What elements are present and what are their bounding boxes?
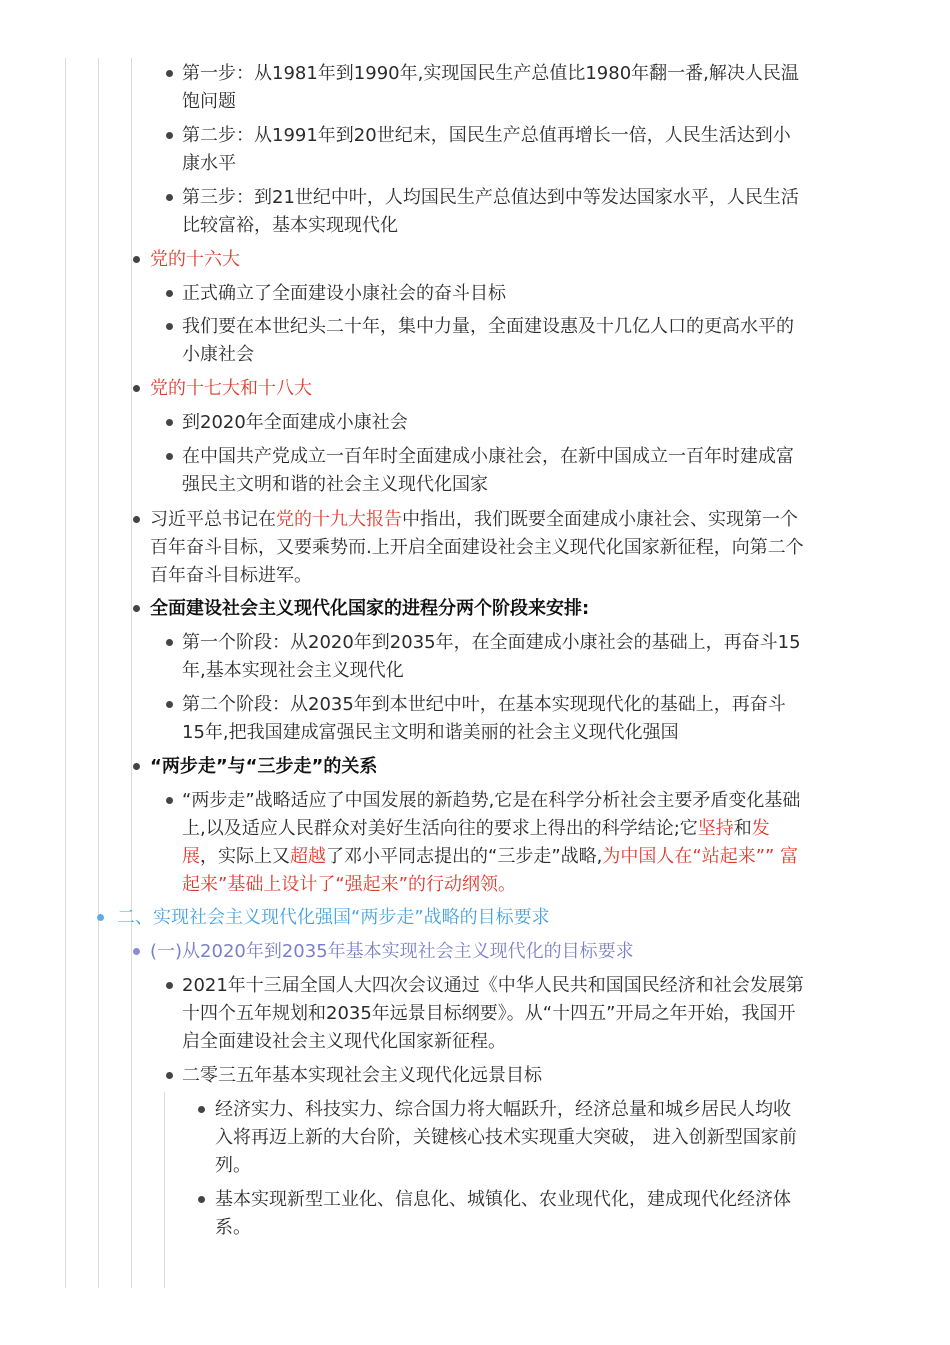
section2-title: 二、实现社会主义现代化强国“两步走”战略的目标要求 <box>117 907 550 928</box>
bullet <box>198 1106 205 1113</box>
bullet <box>133 605 140 612</box>
bullet <box>166 132 173 139</box>
bullet <box>166 639 173 646</box>
list-item <box>182 972 805 1056</box>
xi-report-prefix: 习近平总书记在 <box>150 509 276 530</box>
list-item <box>182 1062 805 1090</box>
guide-line-level1 <box>98 58 99 1288</box>
relation-red-2: 发展 <box>182 818 770 867</box>
section2-heading <box>117 904 805 932</box>
congress17-18-item1: 到2020年全面建成小康社会 <box>182 412 408 433</box>
bullet <box>198 1196 205 1203</box>
bullet <box>166 982 173 989</box>
list-item-step1 <box>182 60 805 116</box>
list-item <box>182 313 805 369</box>
sub1-title: (一)从2020年到2035年基本实现社会主义现代化的目标要求 <box>150 941 634 962</box>
goal1-text: 经济实力、科技实力、综合国力将大幅跃升，经济总量和城乡居民人均收入将再迈上新的大台阶，关键核心技术实现重大突破， 进入创新型国家前列。 <box>215 1099 797 1176</box>
list-item <box>215 1186 805 1242</box>
congress17-18-item2: 在中国共产党成立一百年时全面建成小康社会，在新中国成立一百年时建成富强民主文明和谐的社会主义现代化国家 <box>182 446 794 495</box>
bullet <box>133 948 140 955</box>
relation-red-3: 超越 <box>290 846 326 867</box>
list-item <box>182 280 805 308</box>
relation-heading <box>150 753 805 781</box>
congress17-18-title: 党的十七大和十八大 <box>150 378 312 399</box>
list-item <box>215 1096 805 1180</box>
congress16-item2: 我们要在本世纪头二十年，集中力量，全面建设惠及十几亿人口的更高水平的小康社会 <box>182 316 794 365</box>
relation-title: “两步走”与“三步走”的关系 <box>150 756 378 777</box>
bullet <box>166 323 173 330</box>
bullet <box>166 70 173 77</box>
xi-report-highlight: 党的十九大报告 <box>276 509 402 530</box>
bullet <box>133 763 140 770</box>
goal2-text: 基本实现新型工业化、信息化、城镇化、农业现代化，建成现代化经济体系。 <box>215 1189 791 1238</box>
step2-text: 第二步：从1991年到20世纪末，国民生产总值再增长一倍，人民生活达到小康水平 <box>182 125 791 174</box>
list-item-step3 <box>182 184 805 240</box>
congress16-heading <box>150 246 805 274</box>
relation-red-1: 坚持 <box>697 818 734 839</box>
list-item <box>182 443 805 499</box>
two-stages-heading <box>150 595 805 623</box>
step1-text: 第一步：从1981年到1990年,实现国民生产总值比1980年翻一番,解决人民温饱问题 <box>182 63 799 112</box>
two-stages-title: 全面建设社会主义现代化国家的进程分两个阶段来安排: <box>150 598 590 619</box>
sub1-heading <box>150 938 805 966</box>
relation-text-2: 和 <box>733 818 752 839</box>
bullet <box>97 914 104 921</box>
guide-line-level3 <box>164 1092 165 1288</box>
relation-paragraph <box>182 787 805 899</box>
guide-line-level2 <box>131 58 132 1288</box>
bullet <box>133 385 140 392</box>
congress17-18-heading <box>150 375 805 403</box>
congress16-item1: 正式确立了全面建设小康社会的奋斗目标 <box>182 283 506 304</box>
list-item <box>182 629 805 685</box>
bullet <box>166 194 173 201</box>
bullet <box>133 516 140 523</box>
xi-report-suffix: 中指出，我们既要全面建成小康社会、实现第一个百年奋斗目标，又要乘势而.上开启全面建设社会主义现代化国家新征程，向第二个百年奋斗目标进军。 <box>150 509 804 586</box>
bullet <box>166 419 173 426</box>
relation-text-1: “两步走”战略适应了中国发展的新趋势,它是在科学分析社会主要矛盾变化基础上,以及适应人民群众对美好生活向往的要求上得出的科学结论;它 <box>182 790 801 839</box>
list-item-step2 <box>182 122 805 178</box>
step3-text: 第三步：到21世纪中叶，人均国民生产总值达到中等发达国家水平，人民生活比较富裕，基本实现现代化 <box>182 187 799 236</box>
bullet <box>166 701 173 708</box>
sub1-item2: 二零三五年基本实现社会主义现代化远景目标 <box>182 1065 542 1086</box>
stage1-text: 第一个阶段：从2020年到2035年，在全面建成小康社会的基础上，再奋斗15年,基本实现社会主义现代化 <box>182 632 801 681</box>
bullet <box>166 290 173 297</box>
list-item <box>182 409 805 437</box>
relation-text-4: 了邓小平同志提出的“三步走”战略, <box>326 846 603 867</box>
bullet <box>166 453 173 460</box>
bullet <box>166 797 173 804</box>
bullet <box>133 256 140 263</box>
stage2-text: 第二个阶段：从2035年到本世纪中叶，在基本实现现代化的基础上，再奋斗15年,把我国建成富强民主文明和谐美丽的社会主义现代化强国 <box>182 694 786 743</box>
congress16-title: 党的十六大 <box>150 249 240 270</box>
xi-report-paragraph <box>150 506 805 590</box>
relation-text-3: ，实际上又 <box>200 846 290 867</box>
list-item <box>182 691 805 747</box>
relation-red-4: 为中国人在“站起来”” 富起来”基础上设计了“强起来”的行动纲领。 <box>182 846 799 895</box>
sub1-item1: 2021年十三届全国人大四次会议通过《中华人民共和国国民经济和社会发展第十四个五年规划和2035年远景目标纲要》。从“十四五”开局之年开始，我国开启全面建设社会主义现代化国家新征程。 <box>182 975 804 1052</box>
bullet <box>166 1072 173 1079</box>
guide-line-level0 <box>65 58 66 1288</box>
